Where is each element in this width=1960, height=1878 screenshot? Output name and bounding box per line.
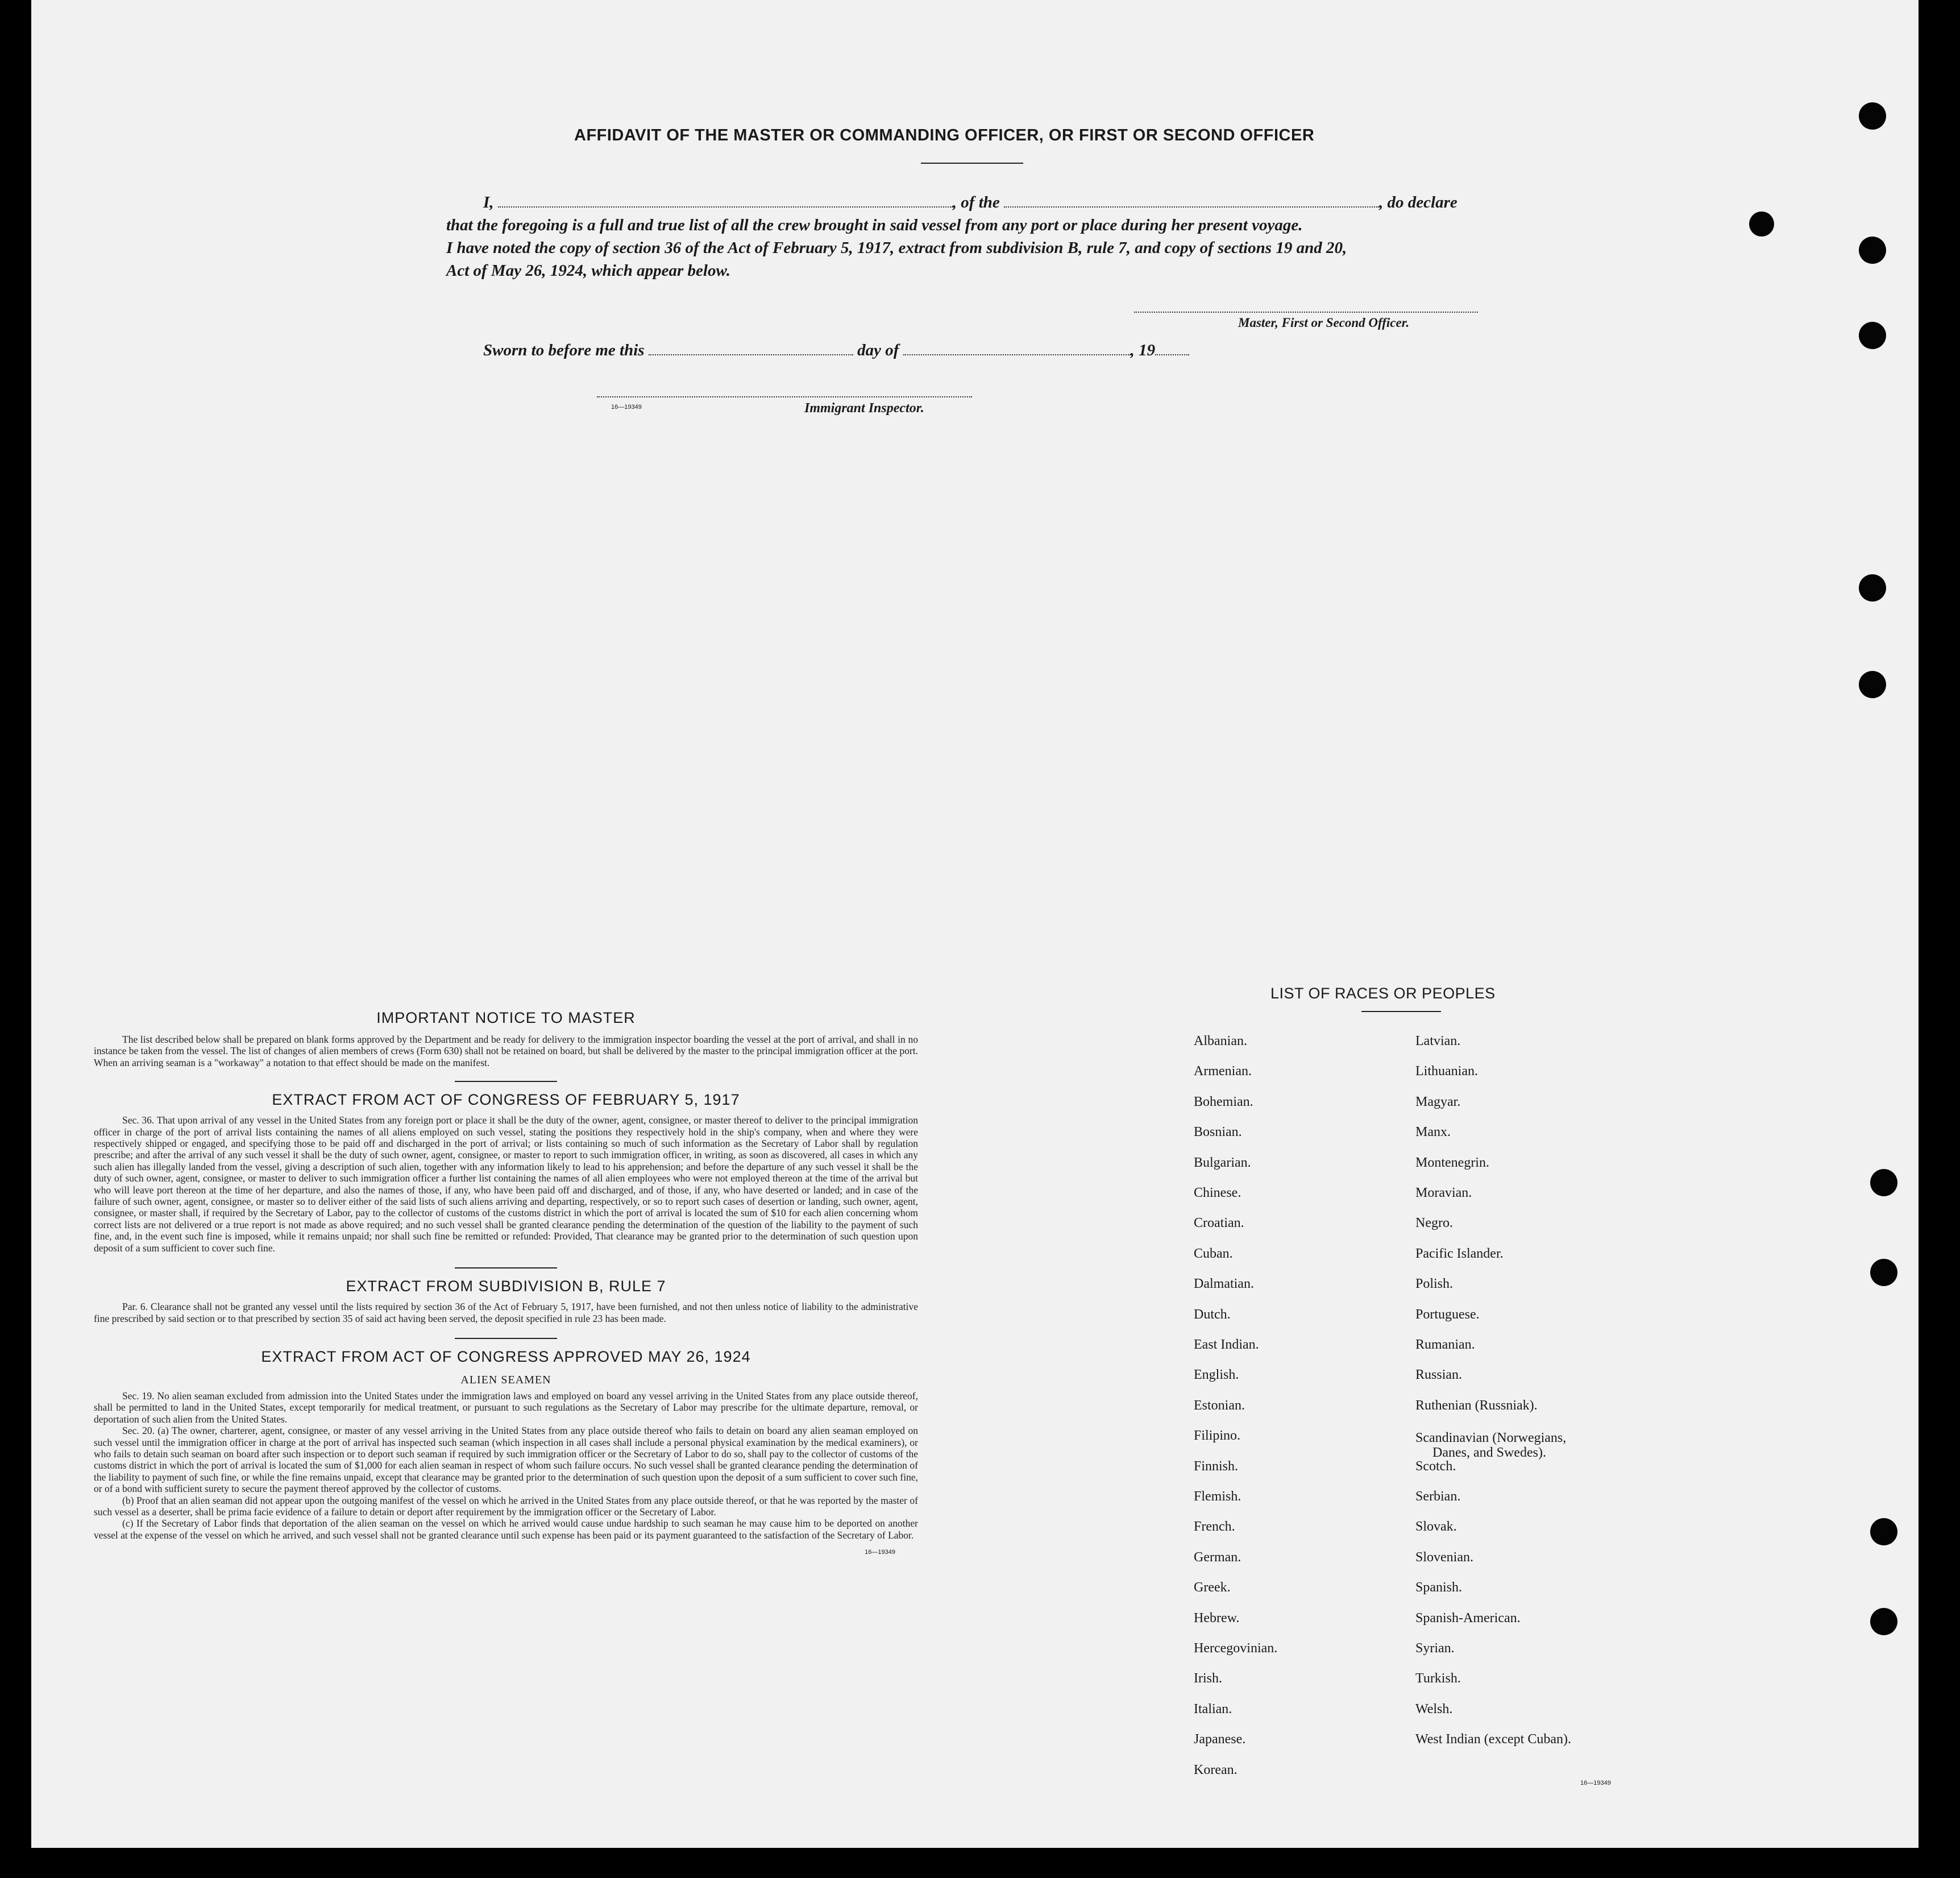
sworn-month-blank[interactable] [903,349,1131,355]
race-item: Pacific Islander. [1415,1246,1504,1261]
race-item: Korean. [1194,1762,1238,1777]
section-20a-paragraph: Sec. 20. (a) The owner, charterer, agent, consignee, or master of any vessel arriving in the United States from any place outside thereof who fails to detain on board any alien seaman employed on such vessel until the immigration officer in charge at the port of arrival has inspected such seaman (which inspection in all cases shall include a personal physical examination by the medical examiners), or who fails to detain such seaman on board after such inspection or to deport such seaman if required by such immigration officer or the Secretary of Labor to do so, shall pay to the collector of customs of the customs district in which the port of arrival is located the sum of $1,000 for each alien seaman in respect of whom such failure occurs. No such vessel shall be granted clearance pending the determination of the liability to payment of such fine, or while the fine remains unpaid, except that clearance may be granted prior to the determination of such question upon the deposit of a sum sufficient to cover such fine, or of a bond with sufficient surety to secure the payment thereof approved by the collector of customs. [94,1425,918,1495]
inspector-signature-blank[interactable] [597,391,972,397]
race-item: Lithuanian. [1415,1064,1478,1079]
alien-seamen-subtitle: ALIEN SEAMEN [460,1373,551,1386]
race-item: Spanish. [1415,1580,1463,1595]
extract-1917-text [94,1114,918,1254]
race-item: Estonian. [1194,1398,1245,1413]
race-item: Hebrew. [1194,1610,1240,1626]
race-item: Slovak. [1415,1519,1457,1535]
race-item: Bulgarian. [1194,1155,1251,1170]
vessel-blank[interactable] [1004,201,1379,208]
race-item: Dalmatian. [1194,1276,1254,1292]
race-item: Danes, and Swedes). [1432,1445,1546,1461]
sworn-year-blank[interactable] [1155,349,1189,355]
form-number: 16—19349 [611,404,642,411]
document-page [31,0,1919,1848]
declarant-i: I, [483,193,494,212]
race-item: Armenian. [1194,1064,1252,1079]
extract-1924-title: EXTRACT FROM ACT OF CONGRESS APPROVED MAY 26, 1924 [261,1348,751,1365]
declare-label: , do declare [1379,193,1457,212]
race-item: Slovenian. [1415,1549,1473,1565]
section-36-paragraph: Sec. 36. That upon arrival of any vessel in the United States from any foreign port or place it shall be the duty of the owner, agent, consignee, or master thereof to deliver to the principal immigration officer in charge of the port of arrival lists containing the names of all aliens employed on such vessel, stating the positions they respectively hold in the ship's company, when and where they were respectively shipped or engaged, and specifying those to be paid off and discharged in the port of arrival; or lists containing so much of such information as the Secretary of Labor shall by regulation prescribe; and after the arrival of any such vessel it shall be the duty of such owner, agent, consignee, or master to report to such immigration officer, in writing, as soon as discovered, all cases in which any such alien has illegally landed from the vessel, giving a description of such alien, together with any information likely to lead to his apprehension; and before the departure of any such vessel it shall be the duty of such owner, agent, consignee, or master to deliver to such immigration officer a further list containing the names of all alien employees who were not employed thereon at the time of the arrival but who will leave port thereon at the time of her departure, and also the names of those, if any, who have been paid off and discharged, and of those, if any, who have deserted or landed; and in case of the failure of such owner, agent, consignee, or master so to deliver either of the said lists of such aliens arriving and departing, respectively, or so to report such cases of desertion or landing, such owner, agent, consignee, or master shall, if required by the Secretary of Labor, pay to the collector of customs of the customs district in which the port of arrival is located the sum of $10 for each alien concerning whom correct lists are not delivered or a true report is not made as above required; and no such vessel shall be granted clearance pending the determination of the question of the liability to the payment of such fine, and, in the event such fine is imposed, while it remains unpaid; nor shall such fine be remitted or refunded: Provided, That clearance may be granted prior to the determination of such question upon deposit of a sum sufficient to cover such fine. [94,1114,918,1254]
punch-hole [1859,237,1886,264]
race-item: Manx. [1415,1125,1451,1140]
notice-paragraph: The list described below shall be prepared on blank forms approved by the Department and be ready for delivery to the immigration inspector boarding the vessel at the port of arrival, and shall in no instance be taken from the vessel. The list of changes of alien members of crews (Form 630) shall not be retained on board, but shall be delivered by the master to the principal immigration officer at the port. When an arriving seaman is a "workaway" a notation to that effect should be made on the manifest. [94,1034,918,1068]
extract-rule7-title: EXTRACT FROM SUBDIVISION B, RULE 7 [346,1278,666,1295]
inspector-label: Immigrant Inspector. [804,401,924,416]
race-item: Irish. [1194,1671,1222,1686]
year-label: , 19 [1130,341,1156,359]
punch-hole [1859,102,1886,130]
punch-hole [1870,1259,1897,1286]
race-item: Turkish. [1415,1671,1461,1686]
punch-hole [1870,1518,1897,1545]
master-signature-label: Master, First or Second Officer. [1238,316,1410,330]
race-item: Montenegrin. [1415,1155,1489,1170]
divider [455,1081,557,1082]
section-20c-paragraph: (c) If the Secretary of Labor finds that deportation of the alien seaman on the vessel on which he arrived would cause undue hardship to such seaman he may cause him to be deported on another vessel at the expense of the vessel on which he arrived, and such vessel shall not be granted clearance until such expense has been paid or its payment guaranteed to the satisfaction of the Secretary of Labor. [94,1518,918,1541]
affidavit-title: AFFIDAVIT OF THE MASTER OR COMMANDING OFFICER, OR FIRST OR SECOND OFFICER [574,126,1315,144]
race-item: Syrian. [1415,1641,1455,1656]
par-6-paragraph: Par. 6. Clearance shall not be granted any vessel until the lists required by section 36 of the Act of February 5, 1917, have been furnished, and not then unless notice of liability to the administrative fine prescribed by said section or to that prescribed by section 35 of said act having been served, the deposit specified in rule 23 has been made. [94,1301,918,1324]
notice-text [94,1034,918,1068]
race-item: Negro. [1415,1216,1453,1231]
form-number: 16—19349 [865,1549,895,1556]
races-title: LIST OF RACES OR PEOPLES [1270,985,1496,1002]
race-item: Japanese. [1194,1732,1246,1747]
section-19-paragraph: Sec. 19. No alien seaman excluded from admission into the United States under the immigration laws and employed on board any vessel arriving in the United States from any place outside thereof, shall be permitted to land in the United States, except temporarily for medical treatment, or pursuant to such regulations as the Secretary of Labor may prescribe for the ultimate departure, removal, or deportation of such alien from the United States. [94,1390,918,1425]
race-item: Ruthenian (Russniak). [1415,1398,1538,1413]
race-item: English. [1194,1367,1239,1383]
affidavit-line-3: I have noted the copy of section 36 of the Act of February 5, 1917, extract from subdivision B, rule 7, and copy of sections 19 and 20, [446,239,1347,257]
race-item: East Indian. [1194,1337,1259,1352]
race-item: Welsh. [1415,1701,1453,1717]
day-of-label: day of [857,341,899,359]
race-item: Cuban. [1194,1246,1233,1261]
race-item: Filipino. [1194,1428,1241,1444]
sworn-day-blank[interactable] [649,349,853,355]
punch-hole [1749,212,1774,237]
title-underline [921,163,1023,164]
race-item: Finnish. [1194,1458,1239,1474]
punch-hole [1859,671,1886,698]
race-item: Dutch. [1194,1307,1231,1322]
sworn-label: Sworn to before me this [483,341,645,359]
affidavit-line-4: Act of May 26, 1924, which appear below. [446,262,730,280]
race-item: West Indian (except Cuban). [1415,1732,1571,1747]
left-text-column [94,1009,918,1556]
race-item: Bohemian. [1194,1094,1253,1109]
divider [455,1338,557,1339]
race-item: Serbian. [1415,1489,1461,1504]
affidavit-line-1 [483,193,1457,212]
race-item: Russian. [1415,1367,1463,1383]
affidavit-line-2: that the foregoing is a full and true list of all the crew brought in said vessel from any port or place during her present voyage. [446,216,1303,234]
section-20b-paragraph: (b) Proof that an alien seaman did not appear upon the outgoing manifest of the vessel on which he arrived in the United States from any place outside thereof, or that he was reported by the master of such vessel as a deserter, shall be prima facie evidence of a failure to detain or deport after requirement by the immigration officer or the Secretary of Labor. [94,1494,918,1518]
master-signature-blank[interactable] [1134,306,1478,313]
race-item: Flemish. [1194,1489,1241,1504]
race-item: Italian. [1194,1701,1232,1717]
race-item: Latvian. [1415,1034,1461,1048]
race-item: Bosnian. [1194,1125,1242,1140]
race-item: Rumanian. [1415,1337,1475,1352]
race-item: Scotch. [1415,1458,1456,1474]
race-item: Albanian. [1194,1034,1247,1048]
race-item: Croatian. [1194,1216,1244,1231]
divider [455,1267,557,1268]
of-the-label: , of the [952,193,1000,212]
punch-hole [1870,1169,1897,1196]
name-blank[interactable] [498,201,953,208]
extract-rule7-text [94,1301,918,1324]
punch-hole [1859,574,1886,602]
race-item: Chinese. [1194,1185,1241,1200]
races-title-underline [1361,1011,1441,1012]
race-item: Polish. [1415,1276,1454,1292]
race-item: German. [1194,1549,1241,1565]
race-item: French. [1194,1519,1235,1535]
race-item: Moravian. [1415,1185,1472,1200]
sworn-line [483,341,1189,360]
extract-1917-title: EXTRACT FROM ACT OF CONGRESS OF FEBRUARY 5, 1917 [272,1091,740,1109]
race-item: Magyar. [1415,1094,1461,1109]
race-item: Greek. [1194,1580,1231,1595]
extract-1924-text [94,1390,918,1541]
race-item: Scandinavian (Norwegians, [1415,1431,1567,1446]
race-item: Portuguese. [1415,1307,1480,1322]
punch-hole [1870,1608,1897,1635]
race-item: Hercegovinian. [1194,1641,1278,1656]
notice-title: IMPORTANT NOTICE TO MASTER [376,1009,636,1026]
punch-hole [1859,322,1886,349]
race-item: Spanish-American. [1415,1610,1521,1626]
form-number: 16—19349 [1580,1780,1611,1786]
